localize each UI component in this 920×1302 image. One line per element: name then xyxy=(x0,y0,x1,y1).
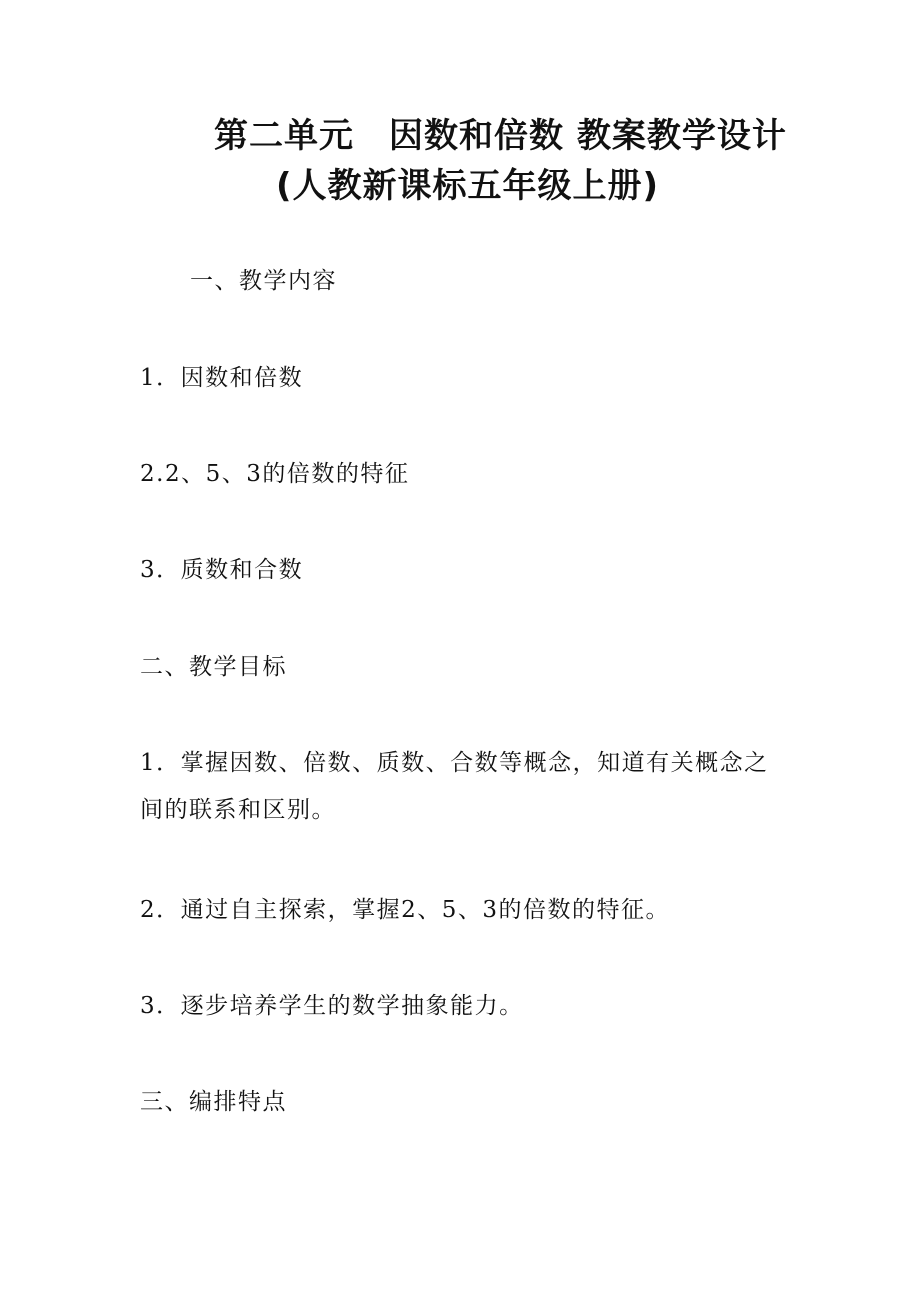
document-title: 第二单元 因数和倍数 教案教学设计 xyxy=(214,116,787,156)
goal-item-1: 1．掌握因数、倍数、质数、合数等概念，知道有关概念之间的联系和区别。 xyxy=(140,750,769,823)
content-item-3: 3．质数和合数 xyxy=(140,557,304,583)
document-subtitle: (人教新课标五年级上册) xyxy=(276,166,660,206)
section-heading-goals: 二、教学目标 xyxy=(140,654,287,680)
content-item-2: 2.2、5、3的倍数的特征 xyxy=(140,461,410,487)
section-heading-content: 一、教学内容 xyxy=(190,268,337,294)
goal-item-2: 2．通过自主探索，掌握2、5、3的倍数的特征。 xyxy=(140,897,671,923)
content-item-1: 1．因数和倍数 xyxy=(140,365,304,391)
goal-item-3: 3．逐步培养学生的数学抽象能力。 xyxy=(140,993,524,1019)
section-heading-features: 三、编排特点 xyxy=(140,1089,287,1115)
